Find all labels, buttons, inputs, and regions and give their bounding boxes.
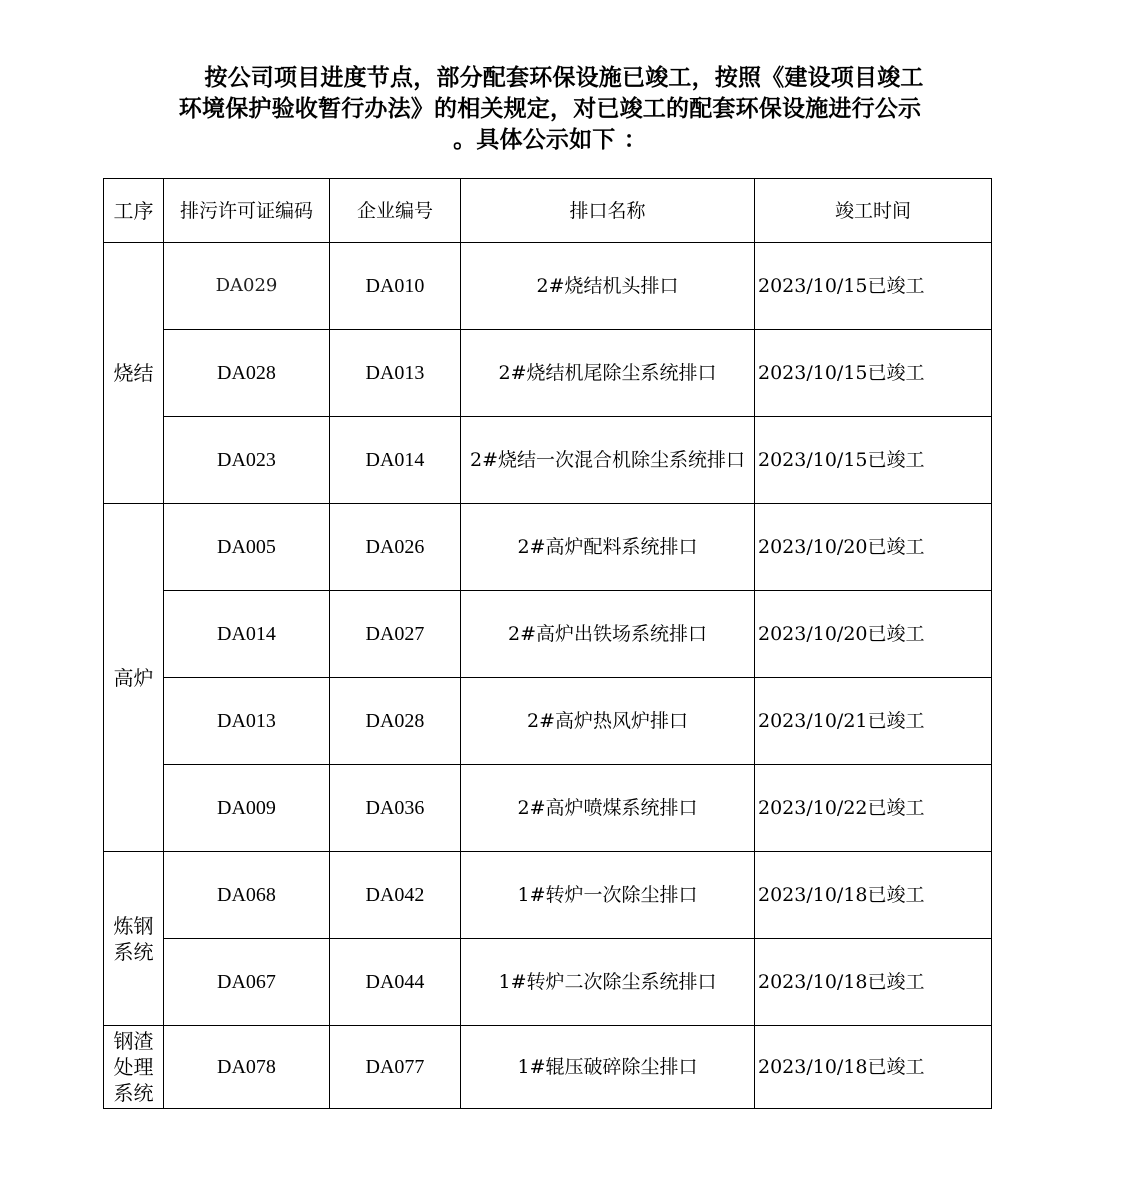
process-cell: 高炉 [104,504,164,852]
outlet-name-cell: 2#烧结一次混合机除尘系统排口 [461,417,755,504]
table-header-row [104,179,992,243]
enterprise-no-cell: DA014 [330,417,461,504]
outlet-name-cell: 1#转炉二次除尘系统排口 [461,939,755,1026]
process-cell: 烧结 [104,243,164,504]
table-row [104,591,992,678]
header-permit-code: 排污许可证编码 [164,179,330,243]
header-process: 工序 [104,179,164,243]
enterprise-no-cell: DA028 [330,678,461,765]
completion-time-cell: 2023/10/15已竣工 [755,330,992,417]
completion-time-cell: 2023/10/18已竣工 [755,939,992,1026]
enterprise-no-cell: DA013 [330,330,461,417]
completion-time-cell: 2023/10/20已竣工 [755,591,992,678]
completion-time-cell: 2023/10/18已竣工 [755,1026,992,1109]
permit-code-cell: DA005 [164,504,330,591]
permit-code-cell: DA009 [164,765,330,852]
enterprise-no-cell: DA010 [330,243,461,330]
outlet-name-cell: 1#辊压破碎除尘排口 [461,1026,755,1109]
title-line-3: 。具体公示如下 ： [453,126,647,153]
table-row [104,504,992,591]
completion-time-cell: 2023/10/20已竣工 [755,504,992,591]
table-row [104,417,992,504]
enterprise-no-cell: DA077 [330,1026,461,1109]
table-row [104,1026,992,1109]
enterprise-no-cell: DA027 [330,591,461,678]
completion-time-cell: 2023/10/15已竣工 [755,243,992,330]
facility-table [103,178,992,1109]
table-row [104,852,992,939]
outlet-name-cell: 2#烧结机尾除尘系统排口 [461,330,755,417]
completion-time-cell: 2023/10/22已竣工 [755,765,992,852]
header-outlet-name: 排口名称 [461,179,755,243]
completion-time-cell: 2023/10/21已竣工 [755,678,992,765]
process-cell: 炼钢系统 [104,852,164,1026]
outlet-name-cell: 2#高炉出铁场系统排口 [461,591,755,678]
header-enterprise-no: 企业编号 [330,179,461,243]
process-cell: 钢渣处理系统 [104,1026,164,1109]
enterprise-no-cell: DA026 [330,504,461,591]
table-row [104,678,992,765]
enterprise-no-cell: DA042 [330,852,461,939]
permit-code-cell: DA028 [164,330,330,417]
outlet-name-cell: 2#高炉配料系统排口 [461,504,755,591]
enterprise-no-cell: DA044 [330,939,461,1026]
header-completion-time: 竣工时间 [755,179,992,243]
table-row [104,765,992,852]
title-line-2: 环境保护验收暂行办法》的相关规定，对已竣工的配套环保设施进行公示 [178,95,922,122]
permit-code-cell: DA068 [164,852,330,939]
permit-code-cell: DA014 [164,591,330,678]
table-row [104,939,992,1026]
title-line-1: 按公司项目进度节点，部分配套环保设施已竣工，按照《建设项目竣工 [204,64,924,91]
permit-code-cell: DA078 [164,1026,330,1109]
permit-code-cell: DA013 [164,678,330,765]
permit-code-cell: DA029 [164,243,330,330]
outlet-name-cell: 2#高炉热风炉排口 [461,678,755,765]
completion-time-cell: 2023/10/15已竣工 [755,417,992,504]
outlet-name-cell: 1#转炉一次除尘排口 [461,852,755,939]
table-row [104,330,992,417]
completion-time-cell: 2023/10/18已竣工 [755,852,992,939]
permit-code-cell: DA067 [164,939,330,1026]
outlet-name-cell: 2#烧结机头排口 [461,243,755,330]
table-row [104,243,992,330]
notice-title [100,62,1000,155]
permit-code-cell: DA023 [164,417,330,504]
enterprise-no-cell: DA036 [330,765,461,852]
outlet-name-cell: 2#高炉喷煤系统排口 [461,765,755,852]
